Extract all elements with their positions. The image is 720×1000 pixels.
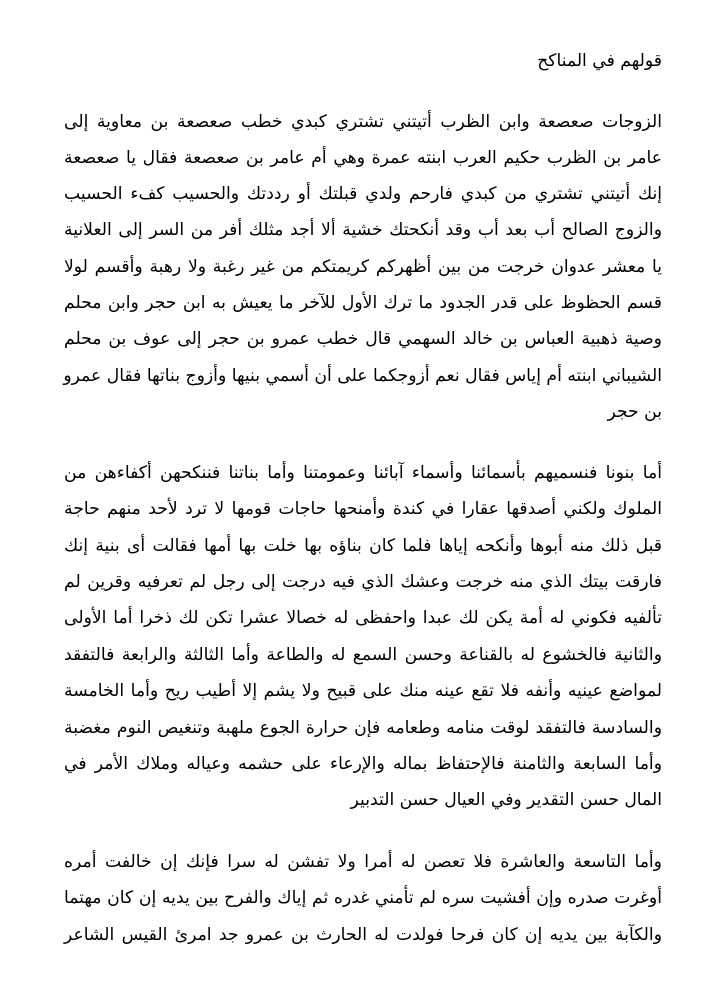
paragraph-2-line: قبل ذلك منه أبوها وأنكحه إياها فلما كان بناؤه بها خلت بها أمها فقالت أى بنية إنك [64,536,662,556]
paragraph-3-line: أوغرت صدره وإن أفشيت سره لم تأمني غدره ثم إياك والفرح بين يديه إن كان مهتما [64,888,662,908]
paragraph-2-line: وأما السابعة والثامنة فالإحتفاظ بماله والإرعاء على حشمه وعياله وملاك الأمر في [64,754,662,774]
page-heading: قولهم في المناكح [537,51,662,71]
paragraph-2-line: تألفيه فكوني له أمة يكن لك عبدا واحفظى له خصالا عشرا تكن لك ذخرا أما الأولى [64,608,662,628]
paragraph-1-line: والزوج الصالح أب بعد أب وقد أنكحتك خشية ألا أجد مثلك أفر من السر إلى العلانية [64,220,662,240]
paragraph-2-line: أما بنونا فنسميهم بأسمائنا وأسماء آبائنا وعمومتنا وأما بناتنا فننكحهن أكفاءهن من [64,463,662,483]
paragraph-1-line: يا معشر عدوان خرجت من بين أظهركم كريمتكم من غير رغبة ولا رهبة وأقسم لولا [64,257,662,277]
paragraph-1-line: بن حجر [607,402,662,422]
paragraph-1-line: عامر بن الظرب حكيم العرب ابنته عمرة وهي أم عامر بن صعصعة فقال يا صعصعة [64,148,662,168]
paragraph-2-line: والسادسة فالتفقد لوقت منامه وطعامه فإن حرارة الجوع ملهبة وتنغيص النوم مغضبة [64,718,662,738]
paragraph-1-line: الزوجات صعصعة وابن الظرب أتيتني تشتري كبدي خطب صعصعة بن معاوية إلى [64,112,662,132]
paragraph-2-line: الملوك ولكني أصدقها عقارا في كندة وأمنحها حاجات قومها لا ترد لأحد منهم حاجة [64,499,662,519]
paragraph-3-line: وأما التاسعة والعاشرة فلا تعصن له أمرا ولا تفشن له سرا فإنك إن خالفت أمره [64,852,662,872]
paragraph-2-line: لمواضع عينيه وأنفه فلا تقع عينه منك على قبيح ولا يشم إلا أطيب ريح وأما الخامسة [64,681,662,701]
paragraph-2-line: فارقت بيتك الذي منه خرجت وعشك الذي فيه درجت إلى رجل لم تعرفيه وقرين لم [64,572,662,592]
paragraph-2-line: والثانية فالخشوع له بالقناعة وحسن السمع له والطاعة وأما الثالثة والرابعة فالتفقد [64,645,662,665]
paragraph-1-line: وصية ذهبية العباس بن خالد السهمي قال خطب عمرو بن حجر إلى عوف بن محلم [64,329,662,349]
paragraph-2-line: المال حسن التقدير وفي العيال حسن التدبير [350,790,662,810]
paragraph-3-line: والكآبة بين يديه إن كان فرحا فولدت له الحارث بن عمرو جد امرئ القيس الشاعر [64,925,662,945]
paragraph-1-line: إنك أتيتني تشتري من كبدي فارحم ولدي قبلتك أو رددتك والحسيب كفء الحسيب [64,184,662,204]
paragraph-1-line: قسم الحظوظ على قدر الجدود ما ترك الأول للآخر ما يعيش به ابن حجر وابن محلم [64,293,662,313]
paragraph-1-line: الشيباني ابنته أم إياس فقال نعم أزوجكما على أن أسمي بنيها وأزوج بناتها فقال عمرو [63,366,662,386]
